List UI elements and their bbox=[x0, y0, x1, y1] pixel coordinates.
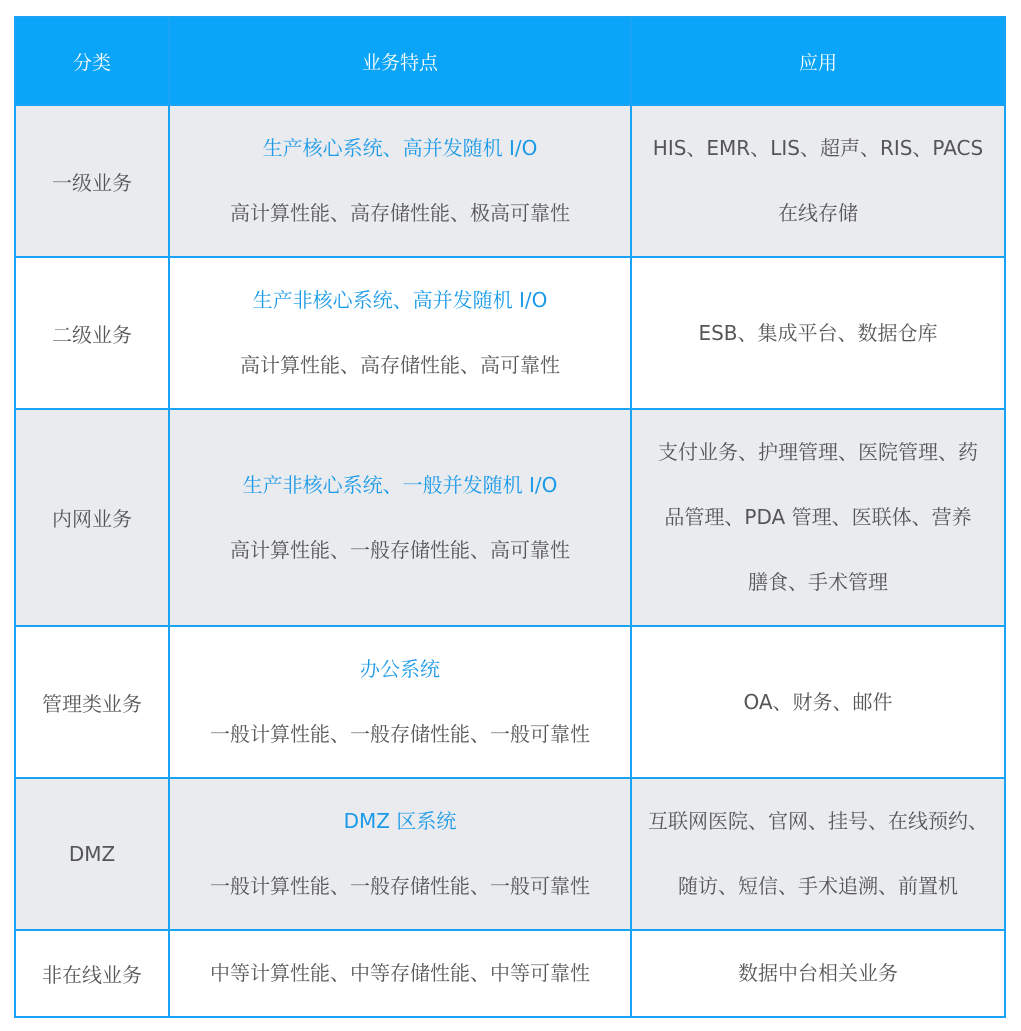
category-cell: 一级业务 bbox=[15, 105, 169, 257]
table-row bbox=[15, 257, 1005, 409]
applications-cell bbox=[631, 409, 1005, 626]
application-line: HIS、EMR、LIS、超声、RIS、PACS bbox=[652, 136, 984, 160]
applications-cell bbox=[631, 778, 1005, 930]
table-row bbox=[15, 778, 1005, 930]
features-cell bbox=[169, 930, 631, 1017]
feature-highlight: 生产非核心系统、一般并发随机 I/O bbox=[242, 472, 558, 497]
application-line: 在线存储 bbox=[778, 201, 858, 225]
applications-cell bbox=[631, 105, 1005, 257]
application-line: 膳食、手术管理 bbox=[748, 570, 888, 594]
feature-highlight: 生产非核心系统、高并发随机 I/O bbox=[252, 288, 548, 312]
feature-text: 高计算性能、一般存储性能、高可靠性 bbox=[230, 537, 570, 562]
application-line: 品管理、PDA 管理、医联体、营养 bbox=[664, 505, 972, 529]
features-cell bbox=[169, 778, 631, 930]
features-cell bbox=[169, 257, 631, 409]
table-row bbox=[15, 626, 1005, 778]
category-cell: 二级业务 bbox=[15, 257, 169, 409]
category-cell: 非在线业务 bbox=[15, 930, 169, 1017]
header-applications: 应用 bbox=[631, 17, 1005, 105]
application-line: OA、财务、邮件 bbox=[743, 689, 893, 714]
features-cell bbox=[169, 409, 631, 626]
table-header-row bbox=[15, 17, 1005, 105]
features-cell bbox=[169, 626, 631, 778]
applications-cell bbox=[631, 257, 1005, 409]
feature-text: 中等计算性能、中等存储性能、中等可靠性 bbox=[210, 961, 590, 985]
category-cell: 管理类业务 bbox=[15, 626, 169, 778]
feature-text: 高计算性能、高存储性能、高可靠性 bbox=[240, 353, 560, 377]
applications-cell bbox=[631, 626, 1005, 778]
feature-highlight: DMZ 区系统 bbox=[343, 809, 457, 833]
business-classification-table bbox=[14, 16, 1006, 1018]
application-line: 互联网医院、官网、挂号、在线预约、 bbox=[648, 809, 988, 833]
application-line: 数据中台相关业务 bbox=[738, 961, 898, 985]
header-category: 分类 bbox=[15, 17, 169, 105]
category-cell: DMZ bbox=[15, 778, 169, 930]
table-row bbox=[15, 409, 1005, 626]
feature-highlight: 生产核心系统、高并发随机 I/O bbox=[262, 136, 538, 160]
applications-cell bbox=[631, 930, 1005, 1017]
feature-highlight: 办公系统 bbox=[360, 657, 440, 681]
feature-text: 一般计算性能、一般存储性能、一般可靠性 bbox=[210, 874, 590, 898]
category-cell: 内网业务 bbox=[15, 409, 169, 626]
table-row bbox=[15, 930, 1005, 1017]
application-line: 支付业务、护理管理、医院管理、药 bbox=[658, 440, 978, 464]
features-cell bbox=[169, 105, 631, 257]
application-line: ESB、集成平台、数据仓库 bbox=[698, 320, 938, 345]
feature-text: 高计算性能、高存储性能、极高可靠性 bbox=[230, 201, 570, 225]
header-features: 业务特点 bbox=[169, 17, 631, 105]
feature-text: 一般计算性能、一般存储性能、一般可靠性 bbox=[210, 722, 590, 746]
table-row bbox=[15, 105, 1005, 257]
application-line: 随访、短信、手术追溯、前置机 bbox=[678, 874, 958, 898]
